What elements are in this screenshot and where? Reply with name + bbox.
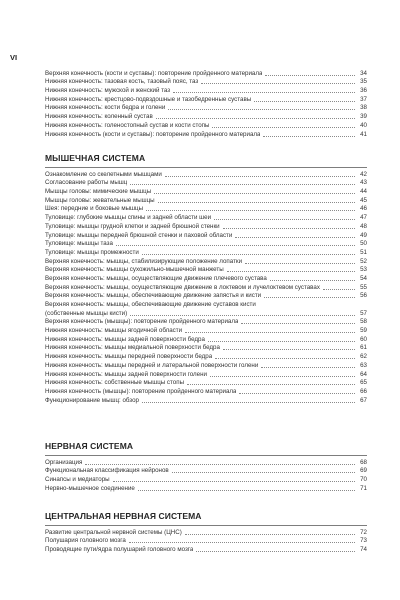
- toc-entry[interactable]: [45, 196, 367, 205]
- toc-entry-title: Согласование работы мышц: [45, 179, 128, 187]
- toc-group-nervous-system: [45, 441, 367, 493]
- toc-entry-page: 41: [360, 130, 367, 138]
- toc-entry[interactable]: [45, 352, 367, 361]
- toc-entry-title: Туловище: мышцы передней брюшной стенки и паховой области: [45, 231, 233, 239]
- dot-leader: [223, 349, 355, 350]
- dot-leader: [146, 210, 355, 211]
- toc-entry[interactable]: [45, 121, 367, 130]
- toc-group-muscular-system: [45, 153, 367, 405]
- toc-entry-page: 44: [360, 188, 367, 196]
- toc-entry[interactable]: [45, 112, 367, 121]
- toc-entry[interactable]: [45, 458, 367, 467]
- toc-entry-page: 57: [360, 309, 367, 317]
- toc-entry-title: Нижняя конечность: мышцы передней и латеральной поверхности голени: [45, 361, 259, 369]
- toc-entry-title: Туловище: мышцы таза: [45, 240, 113, 248]
- toc-entry-title: Мышцы головы: жевательные мышцы: [45, 196, 155, 204]
- dot-leader: [130, 315, 355, 316]
- toc-entry[interactable]: [45, 274, 367, 283]
- toc-entry-page: 54: [360, 274, 367, 282]
- toc-entry-title: Нижняя конечность: собственные мышцы стопы: [45, 379, 185, 387]
- dot-leader: [138, 490, 355, 491]
- toc-entry-title: Верхняя конечность: мышцы, стабилизирующие положение лопатки: [45, 257, 243, 265]
- toc-entry-title: Верхняя конечность: мышцы, осуществляющие движение плечевого сустава: [45, 274, 267, 282]
- toc-entry[interactable]: [45, 104, 367, 113]
- dot-leader: [172, 472, 355, 473]
- dot-leader: [173, 92, 355, 93]
- toc-entry-page: 43: [360, 179, 367, 187]
- dot-leader: [208, 341, 355, 342]
- toc-entry-title: Нижняя конечность: кости бедра и голени: [45, 104, 166, 112]
- toc-entry[interactable]: [45, 300, 367, 309]
- dot-leader: [154, 193, 355, 194]
- toc-entry[interactable]: [45, 475, 367, 484]
- toc-entry[interactable]: [45, 69, 367, 78]
- toc-entry-title: Верхняя конечность: мышцы, осуществляющие движение в локтевом и лучелоктевом суставах: [45, 283, 320, 291]
- toc-entry[interactable]: [45, 86, 367, 95]
- toc-entry-title: Нижняя конечность: крестцово-подвздошные и тазобедренные суставы: [45, 95, 252, 103]
- toc-entry[interactable]: [45, 344, 367, 353]
- dot-leader: [129, 542, 355, 543]
- toc-entry-title: Нижняя конечность: мышцы передней поверхности бедра: [45, 353, 213, 361]
- toc-entry[interactable]: [45, 528, 367, 537]
- dot-leader: [85, 464, 355, 465]
- toc-entry-page: 37: [360, 95, 367, 103]
- dot-leader: [116, 245, 355, 246]
- toc-entry-title: Верхняя конечность (мышцы): повторение пройденного материала: [45, 318, 239, 326]
- toc-entry-title: Нижняя конечность: мышцы медиальной поверхности бедра: [45, 344, 220, 352]
- page-number: VI: [10, 53, 18, 62]
- toc-entry-title: Шея: передние и боковые мышцы: [45, 205, 144, 213]
- toc-entry-title: Нервно-мышечное соединение: [45, 484, 135, 492]
- toc-entry-page: 42: [360, 170, 367, 178]
- toc-entry-page: 62: [360, 353, 367, 361]
- toc-entry-page: 60: [360, 335, 367, 343]
- dot-leader: [187, 384, 355, 385]
- toc-entry[interactable]: [45, 248, 367, 257]
- toc-entry-title: Нижняя конечность: мышцы задней поверхности бедра: [45, 335, 205, 343]
- toc-entry-title: (собственные мышцы кисти): [45, 309, 128, 317]
- toc-entry-page: 74: [360, 546, 367, 554]
- toc-entry-page: 46: [360, 205, 367, 213]
- toc-entry-page: 72: [360, 528, 367, 536]
- dot-leader: [196, 551, 355, 552]
- toc-entry-page: 59: [360, 327, 367, 335]
- toc-entry-title: Развитие центральной нервной системы (ЦНС): [45, 528, 182, 536]
- toc-entry-title: Верхняя конечность: мышцы, обеспечивающие движение суставов кисти: [45, 301, 256, 308]
- toc-entry[interactable]: [45, 231, 367, 240]
- toc-entry-page: 50: [360, 240, 367, 248]
- toc-entry-page: 65: [360, 379, 367, 387]
- toc-entry-page: 73: [360, 537, 367, 545]
- toc-entry[interactable]: [45, 335, 367, 344]
- toc-entry[interactable]: [45, 387, 367, 396]
- dot-leader: [156, 118, 355, 119]
- toc-group-cns: [45, 511, 367, 554]
- toc-entry-title: Верхняя конечность (кости и суставы): повторение пройденного материала: [45, 69, 263, 77]
- toc-entry[interactable]: [45, 266, 367, 275]
- toc-entry-title: Нижняя конечность: мышцы ягодичной области: [45, 327, 183, 335]
- toc-entry[interactable]: [45, 318, 367, 327]
- section-title: НЕРВНАЯ СИСТЕМА: [45, 441, 367, 456]
- dot-leader: [239, 393, 355, 394]
- toc-entry[interactable]: [45, 467, 367, 476]
- toc-entry-title: Функциональная классификация нейронов: [45, 467, 169, 475]
- toc-entry-title: Нижняя конечность (мышцы): повторение пройденного материала: [45, 387, 237, 395]
- toc-entry[interactable]: [45, 309, 367, 318]
- toc-entry-title: Нижняя конечность: мышцы задней поверхности голени: [45, 370, 207, 378]
- dot-leader: [261, 367, 355, 368]
- toc-entry[interactable]: [45, 170, 367, 179]
- toc-entry[interactable]: [45, 240, 367, 249]
- toc-entry-page: 69: [360, 467, 367, 475]
- toc-entry-title: Нижняя конечность: коленный сустав: [45, 113, 153, 121]
- dot-leader: [214, 219, 355, 220]
- toc-entry-page: 49: [360, 231, 367, 239]
- toc-entry-page: 38: [360, 104, 367, 112]
- toc-entry-title: Туловище: мышцы промежности: [45, 248, 139, 256]
- toc-entry-title: Нижняя конечность: мужской и женский таз: [45, 87, 171, 95]
- dot-leader: [113, 481, 355, 482]
- toc-entry-page: 66: [360, 387, 367, 395]
- dot-leader: [168, 109, 355, 110]
- toc-entry-page: 53: [360, 266, 367, 274]
- dot-leader: [142, 402, 355, 403]
- toc-entry[interactable]: [45, 187, 367, 196]
- toc-entry[interactable]: [45, 95, 367, 104]
- dot-leader: [158, 202, 355, 203]
- dot-leader: [212, 127, 355, 128]
- toc-entry-page: 52: [360, 257, 367, 265]
- toc-entry-page: 36: [360, 87, 367, 95]
- dot-leader: [254, 101, 355, 102]
- toc-entry-page: 61: [360, 344, 367, 352]
- toc-entry-page: 47: [360, 214, 367, 222]
- dot-leader: [264, 297, 355, 298]
- toc-entry-title: Полушария головного мозга: [45, 537, 126, 545]
- toc-entry[interactable]: [45, 213, 367, 222]
- toc-entry-page: 56: [360, 292, 367, 300]
- dot-leader: [215, 358, 355, 359]
- toc-entry-page: 68: [360, 458, 367, 466]
- toc-entry-title: Синапсы и медиаторы: [45, 476, 110, 484]
- dot-leader: [235, 237, 355, 238]
- toc-entry-title: Туловище: мышцы грудной клетки и задней брюшной стенки: [45, 222, 220, 230]
- toc-entry[interactable]: [45, 361, 367, 370]
- toc-entry[interactable]: [45, 537, 367, 546]
- section-title: МЫШЕЧНАЯ СИСТЕМА: [45, 153, 367, 168]
- dot-leader: [165, 176, 355, 177]
- toc-entry[interactable]: [45, 326, 367, 335]
- toc-entry-page: 34: [360, 69, 367, 77]
- toc-entry-page: 70: [360, 476, 367, 484]
- dot-leader: [185, 534, 355, 535]
- toc-entry[interactable]: [45, 545, 367, 554]
- section-title: ЦЕНТРАЛЬНАЯ НЕРВНАЯ СИСТЕМА: [45, 511, 367, 526]
- toc-entry[interactable]: [45, 205, 367, 214]
- toc-entry-page: 67: [360, 396, 367, 404]
- dot-leader: [227, 271, 355, 272]
- toc-entry-title: Верхняя конечность: мышцы, обеспечивающие движение запястья и кисти: [45, 292, 262, 300]
- dot-leader: [245, 263, 355, 264]
- toc-entry[interactable]: [45, 396, 367, 405]
- toc-entry[interactable]: [45, 130, 367, 139]
- toc-entry-title: Ознакомление со скелетными мышцами: [45, 170, 162, 178]
- toc-entry[interactable]: [45, 292, 367, 301]
- toc-group-skeleton: [45, 69, 367, 139]
- toc-entry-title: Проводящие пути/ядра полушарий головного мозга: [45, 546, 194, 554]
- toc-entry[interactable]: [45, 379, 367, 388]
- toc-entry[interactable]: [45, 370, 367, 379]
- toc-entry-title: Функционирование мышц: обзор: [45, 396, 139, 404]
- toc-entry[interactable]: [45, 179, 367, 188]
- dot-leader: [142, 254, 355, 255]
- dot-leader: [323, 289, 355, 290]
- dot-leader: [201, 83, 355, 84]
- toc-entry-page: 51: [360, 248, 367, 256]
- dot-leader: [241, 323, 355, 324]
- toc-entry-title: Верхняя конечность: мышцы сухожильно-мышечной манжеты: [45, 266, 224, 274]
- dot-leader: [270, 280, 355, 281]
- toc-entry-page: 55: [360, 283, 367, 291]
- toc-entry-page: 40: [360, 121, 367, 129]
- toc-entry-page: 45: [360, 196, 367, 204]
- dot-leader: [130, 184, 355, 185]
- toc-entry-title: Туловище: глубокие мышцы спины и задней области шеи: [45, 214, 212, 222]
- toc-entry[interactable]: [45, 257, 367, 266]
- toc-entry[interactable]: [45, 484, 367, 493]
- dot-leader: [263, 136, 355, 137]
- dot-leader: [265, 75, 355, 76]
- toc-entry-page: 39: [360, 113, 367, 121]
- toc-entry[interactable]: [45, 78, 367, 87]
- toc-entry[interactable]: [45, 222, 367, 231]
- toc-entry-title: Организация: [45, 458, 83, 466]
- toc-entry-title: Нижняя конечность: голеностопный сустав и кости стопы: [45, 121, 210, 129]
- toc-entry-page: 48: [360, 222, 367, 230]
- toc-entry-page: 64: [360, 370, 367, 378]
- toc-entry-page: 63: [360, 361, 367, 369]
- toc-entry-page: 35: [360, 78, 367, 86]
- dot-leader: [210, 376, 355, 377]
- dot-leader: [223, 228, 355, 229]
- toc-entry-title: Мышцы головы: мимические мышцы: [45, 188, 152, 196]
- toc-entry-title: Нижняя конечность (кости и суставы): повторение пройденного материала: [45, 130, 261, 138]
- toc-entry[interactable]: [45, 283, 367, 292]
- toc-entry-page: 58: [360, 318, 367, 326]
- toc-entry-title: Нижняя конечность: тазовая кость, тазовый пояс, таз: [45, 78, 199, 86]
- dot-leader: [185, 332, 355, 333]
- toc-entry-page: 71: [360, 484, 367, 492]
